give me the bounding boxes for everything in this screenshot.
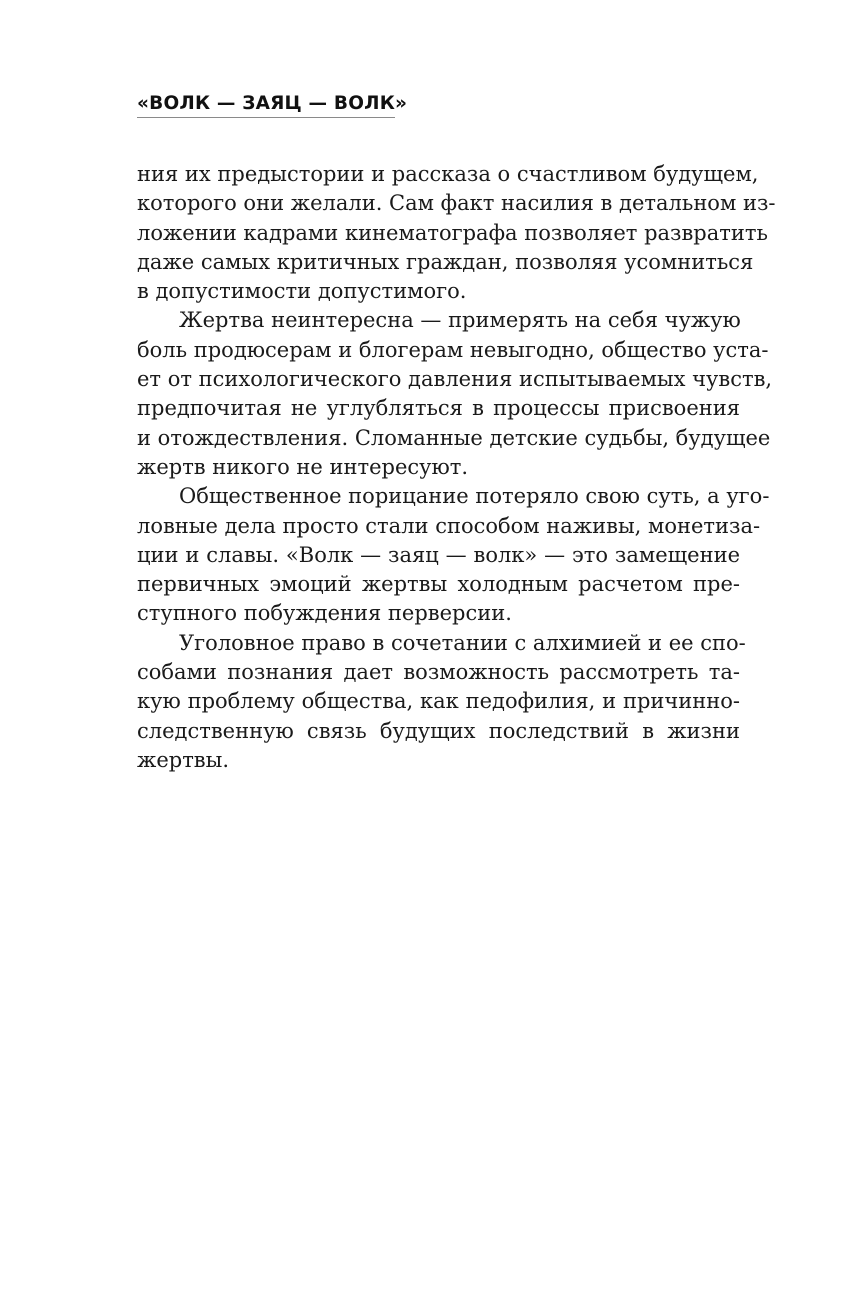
paragraph-1 (137, 160, 776, 306)
text-line: Уголовное право в сочетании с алхимией и ее спо- (179, 630, 746, 655)
text-line: ловные дела просто стали способом наживы, монетиза- (137, 513, 761, 538)
paragraph-3 (137, 482, 770, 628)
text-line: предпочитая не углубляться в процессы присвоения (137, 396, 740, 421)
body-text (137, 160, 776, 775)
text-line: даже самых критичных граждан, позволяя усомниться (137, 249, 754, 274)
text-line: ет от психологического давления испытываемых чувств, (137, 367, 773, 392)
text-line: боль продюсерам и блогерам невыгодно, общество уста- (137, 337, 769, 362)
text-line: Жертва неинтересна — примерять на себя чужую (179, 308, 741, 333)
text-line: собами познания дает возможность рассмотреть та- (137, 660, 740, 685)
text-line: следственную связь будущих последствий в жизни (137, 718, 740, 743)
text-line: первичных эмоций жертвы холодным расчетом пре- (137, 572, 740, 597)
text-line: которого они желали. Сам факт насилия в детальном из- (137, 191, 776, 216)
running-head-title: «ВОЛК — ЗАЯЦ — ВОЛК» (137, 93, 408, 114)
text-line: в допустимости допустимого. (137, 279, 467, 304)
paragraph-2 (137, 306, 773, 482)
text-line: ции и славы. «Волк — заяц — волк» — это замещение (137, 542, 740, 567)
text-line: и отождествления. Сломанные детские судьбы, будущее (137, 425, 771, 450)
paragraph-4 (137, 629, 746, 775)
text-line: кую проблему общества, как педофилия, и причинно- (137, 689, 740, 714)
text-line: ложении кадрами кинематографа позволяет развратить (137, 220, 768, 245)
text-line: жертв никого не интересуют. (137, 454, 469, 479)
text-line: Общественное порицание потеряло свою суть, а уго- (179, 484, 770, 509)
running-head-underline (137, 117, 395, 118)
text-line: ступного побуждения перверсии. (137, 601, 512, 626)
text-line: ния их предыстории и рассказа о счастливом будущем, (137, 162, 759, 186)
text-line: жертвы. (137, 747, 230, 772)
